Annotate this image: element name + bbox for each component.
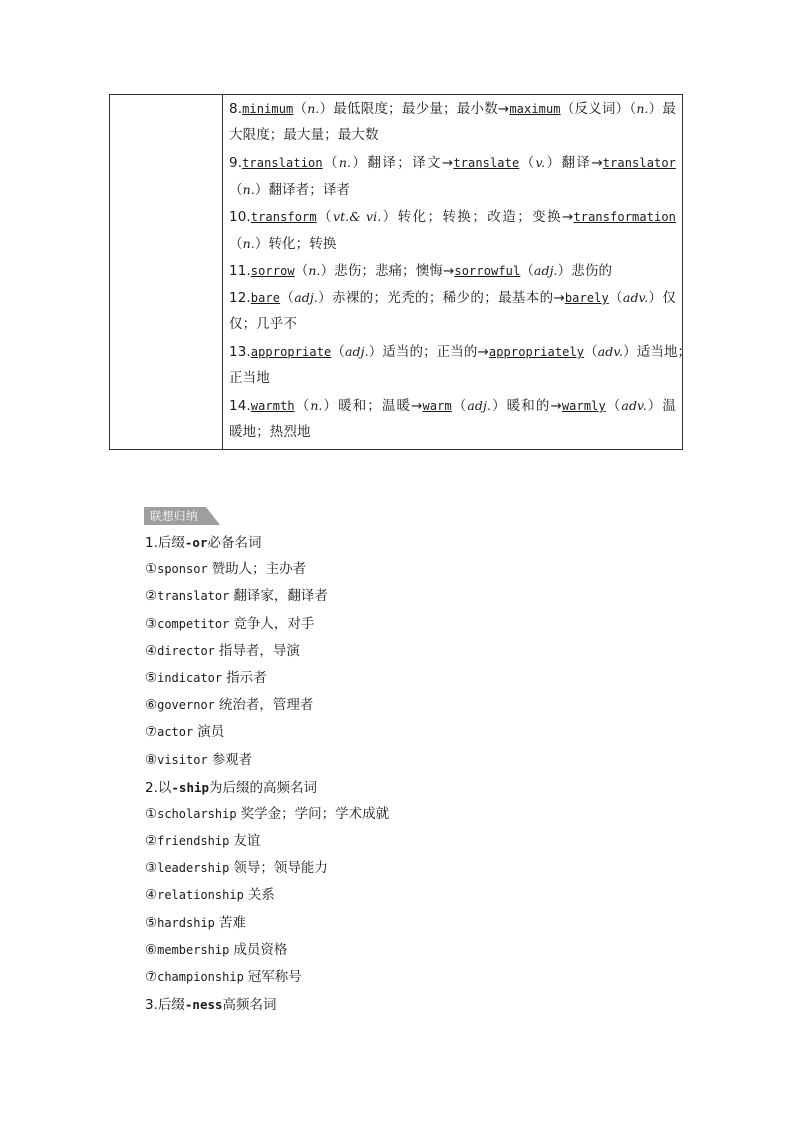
item-word: hardship (157, 915, 215, 930)
vocab-text: （ (280, 290, 295, 306)
heading-suffix: -or (184, 535, 208, 550)
vocab-text: 14. (229, 398, 251, 414)
part-of-speech: n. (242, 236, 255, 251)
item-word: translator (157, 589, 230, 604)
vocab-text: ）翻译者；译者 (254, 182, 351, 198)
vocab-text: ）最低限度；最少量；最小数→ (319, 101, 510, 117)
list-item (145, 719, 705, 746)
vocab-entry-line (229, 311, 676, 338)
vocab-text: （ (520, 263, 534, 279)
part-of-speech: adv. (622, 290, 649, 305)
list-item (145, 964, 705, 991)
item-marker: ④ (145, 887, 158, 904)
vocab-text: 13. (229, 344, 251, 360)
vocab-word: transform (250, 210, 317, 224)
part-of-speech: n. (307, 101, 320, 116)
vocab-word: translate (453, 156, 520, 170)
item-word: director (157, 643, 215, 658)
section-heading (145, 529, 705, 556)
item-meaning: 领导；领导能力 (233, 860, 328, 877)
vocab-entry-line (229, 230, 676, 257)
list-item (145, 828, 705, 855)
vocab-word: bare (250, 291, 281, 305)
vocab-text: 11. (229, 263, 251, 279)
item-meaning: 演员 (197, 724, 225, 741)
list-item (145, 747, 705, 774)
item-word: scholarship (157, 806, 237, 821)
heading-prefix: 2.以 (145, 779, 172, 796)
vocab-text: 正当地 (229, 370, 270, 386)
vocab-text: ）暖和的→ (491, 398, 562, 414)
vocab-text: ）仅 (648, 290, 676, 306)
vocab-word: barely (564, 291, 609, 305)
vocab-text: （ (451, 398, 468, 414)
item-word: indicator (157, 670, 223, 685)
item-marker: ⑥ (145, 697, 158, 714)
section-heading (145, 774, 705, 801)
part-of-speech: adv. (621, 398, 647, 413)
item-meaning: 友谊 (233, 833, 261, 850)
item-meaning: 参观者 (211, 751, 253, 768)
vocab-entry-line (229, 122, 676, 149)
section-tag (144, 507, 224, 525)
list-item (145, 611, 705, 638)
vocab-word: sorrowful (454, 264, 521, 278)
vocab-text: （ (294, 263, 309, 279)
vocab-text: 10. (229, 209, 251, 225)
vocab-word: appropriate (250, 345, 332, 359)
list-item (145, 937, 705, 964)
item-meaning: 指导者，导演 (218, 642, 300, 659)
vocab-word: minimum (242, 102, 294, 116)
heading-prefix: 1.后缀 (145, 535, 185, 551)
vocab-text: ）温 (646, 398, 676, 414)
item-marker: ① (145, 561, 158, 578)
vocab-text: ）适当的；正当的→ (368, 344, 489, 360)
vocab-word: translator (602, 156, 676, 170)
heading-rest: 高频名词 (222, 997, 277, 1014)
vocab-word: maximum (509, 102, 561, 116)
vocab-text: ）悲伤；悲痛；懊悔→ (320, 263, 455, 279)
vocab-word: transformation (573, 210, 676, 224)
list-item (145, 638, 705, 665)
vocab-entry-line (229, 284, 676, 311)
vocab-text: 8. (229, 101, 243, 117)
vocab-entry-line (229, 392, 676, 419)
part-of-speech: n. (310, 398, 323, 413)
vocab-text: （ (229, 236, 243, 252)
item-word: governor (157, 698, 215, 713)
heading-suffix: -ship (171, 779, 210, 795)
item-marker: ⑦ (145, 969, 158, 985)
item-word: championship (157, 970, 244, 984)
vocab-text: （ (519, 155, 536, 171)
item-marker: ② (145, 833, 158, 850)
vocab-text: ）翻译→ (545, 155, 603, 171)
item-marker: ① (145, 805, 158, 822)
item-word: visitor (157, 752, 208, 767)
vocab-text: ）翻译；译文→ (351, 155, 454, 171)
list-item (145, 665, 705, 692)
vocab-text: （ (229, 182, 243, 198)
part-of-speech: vt.& vi. (333, 209, 382, 224)
vocab-text: 12. (229, 290, 251, 306)
item-marker: ⑥ (145, 941, 158, 958)
part-of-speech: n. (242, 182, 255, 197)
item-meaning: 翻译家，翻译者 (233, 588, 328, 605)
item-meaning: 统治者，管理者 (218, 697, 314, 714)
item-meaning: 指示者 (226, 669, 267, 686)
item-marker: ⑦ (145, 724, 158, 741)
item-meaning: 竞争人，对手 (233, 615, 315, 632)
vocab-entry-line (229, 419, 676, 446)
part-of-speech: n. (308, 263, 321, 278)
item-word: relationship (157, 888, 244, 903)
vocab-word: appropriately (488, 345, 585, 359)
item-meaning: 赞助人；主办者 (211, 561, 307, 578)
vocab-text: 大限度；最大量；最大数 (229, 127, 379, 143)
vocab-text: （ (316, 209, 333, 225)
item-marker: ③ (145, 615, 158, 632)
item-word: sponsor (157, 562, 208, 577)
vocab-text: （ (322, 155, 339, 171)
list-item (145, 801, 705, 828)
list-item (145, 692, 705, 719)
vocab-text: ）转化；转换；改造；变换→ (381, 209, 574, 225)
vocab-text: （ (294, 398, 311, 414)
item-marker: ⑧ (145, 751, 158, 768)
vocab-text: 暖地；热烈地 (229, 424, 311, 440)
item-marker: ⑤ (145, 669, 158, 686)
heading-prefix: 3.后缀 (145, 997, 185, 1014)
vocab-word: translation (242, 156, 323, 170)
item-marker: ③ (145, 860, 158, 877)
vocab-text: 9. (229, 155, 243, 171)
vocab-entry-line (229, 176, 676, 203)
heading-rest: 必备名词 (207, 535, 262, 551)
item-meaning: 冠军称号 (247, 969, 302, 985)
table-left-cell (110, 95, 223, 449)
vocab-text: （ (331, 344, 345, 360)
item-word: membership (157, 942, 230, 957)
heading-rest: 为后缀的高频名词 (209, 779, 318, 796)
item-meaning: 苦难 (218, 914, 246, 931)
vocab-text: ）转化；转换 (254, 236, 337, 252)
part-of-speech: adj. (467, 398, 492, 413)
list-item (145, 556, 705, 583)
list-item (145, 855, 705, 882)
item-word: competitor (157, 616, 230, 631)
vocab-word: warmth (250, 399, 295, 413)
item-marker: ② (145, 588, 158, 605)
vocab-word: sorrow (250, 264, 295, 278)
item-marker: ④ (145, 642, 158, 659)
vocab-text: ）悲伤的 (557, 263, 613, 279)
vocab-text: ）赤裸的；光秃的；稀少的；最基本的→ (317, 290, 565, 306)
vocab-text: （ (584, 344, 598, 360)
list-item (145, 910, 705, 937)
part-of-speech: adj. (294, 290, 318, 305)
vocab-entry-line (229, 257, 676, 284)
vocab-text: ）最 (648, 101, 676, 117)
tag-label: 联想归纳 (150, 509, 198, 523)
vocab-word: warm (422, 399, 452, 413)
vocab-text: ）暖和；温暖→ (322, 398, 423, 414)
vocab-entry-line (229, 95, 676, 122)
list-item (145, 882, 705, 909)
part-of-speech: n. (636, 101, 649, 116)
item-marker: ⑤ (145, 914, 158, 931)
vocab-text: （ (605, 398, 622, 414)
part-of-speech: v. (535, 155, 546, 170)
vocab-word: warmly (561, 399, 606, 413)
vocabulary-table (109, 94, 692, 450)
part-of-speech: n. (338, 155, 352, 170)
item-word: actor (157, 725, 194, 740)
vocab-text: （反义词）（ (560, 101, 637, 117)
item-meaning: 关系 (247, 887, 275, 904)
item-word: leadership (157, 861, 230, 876)
vocab-text: （ (293, 101, 308, 117)
item-meaning: 成员资格 (233, 941, 288, 958)
vocab-entry-line (229, 203, 676, 230)
heading-suffix: -ness (184, 997, 223, 1013)
association-summary (145, 529, 705, 1018)
item-meaning: 奖学金；学问；学术成就 (240, 805, 390, 822)
vocab-entry-line (229, 365, 676, 392)
vocab-entry-line (229, 338, 692, 365)
vocab-entry-line (229, 149, 676, 176)
part-of-speech: adj. (344, 344, 369, 359)
vocab-text: ）适当地； (623, 344, 692, 360)
part-of-speech: adj. (533, 263, 558, 278)
part-of-speech: adv. (597, 344, 624, 359)
vocab-text: （ (608, 290, 623, 306)
section-heading (145, 991, 705, 1018)
list-item (145, 583, 705, 610)
vocab-text: 仅；几乎不 (229, 316, 297, 332)
item-word: friendship (157, 834, 230, 849)
table-right-cell (222, 95, 692, 449)
